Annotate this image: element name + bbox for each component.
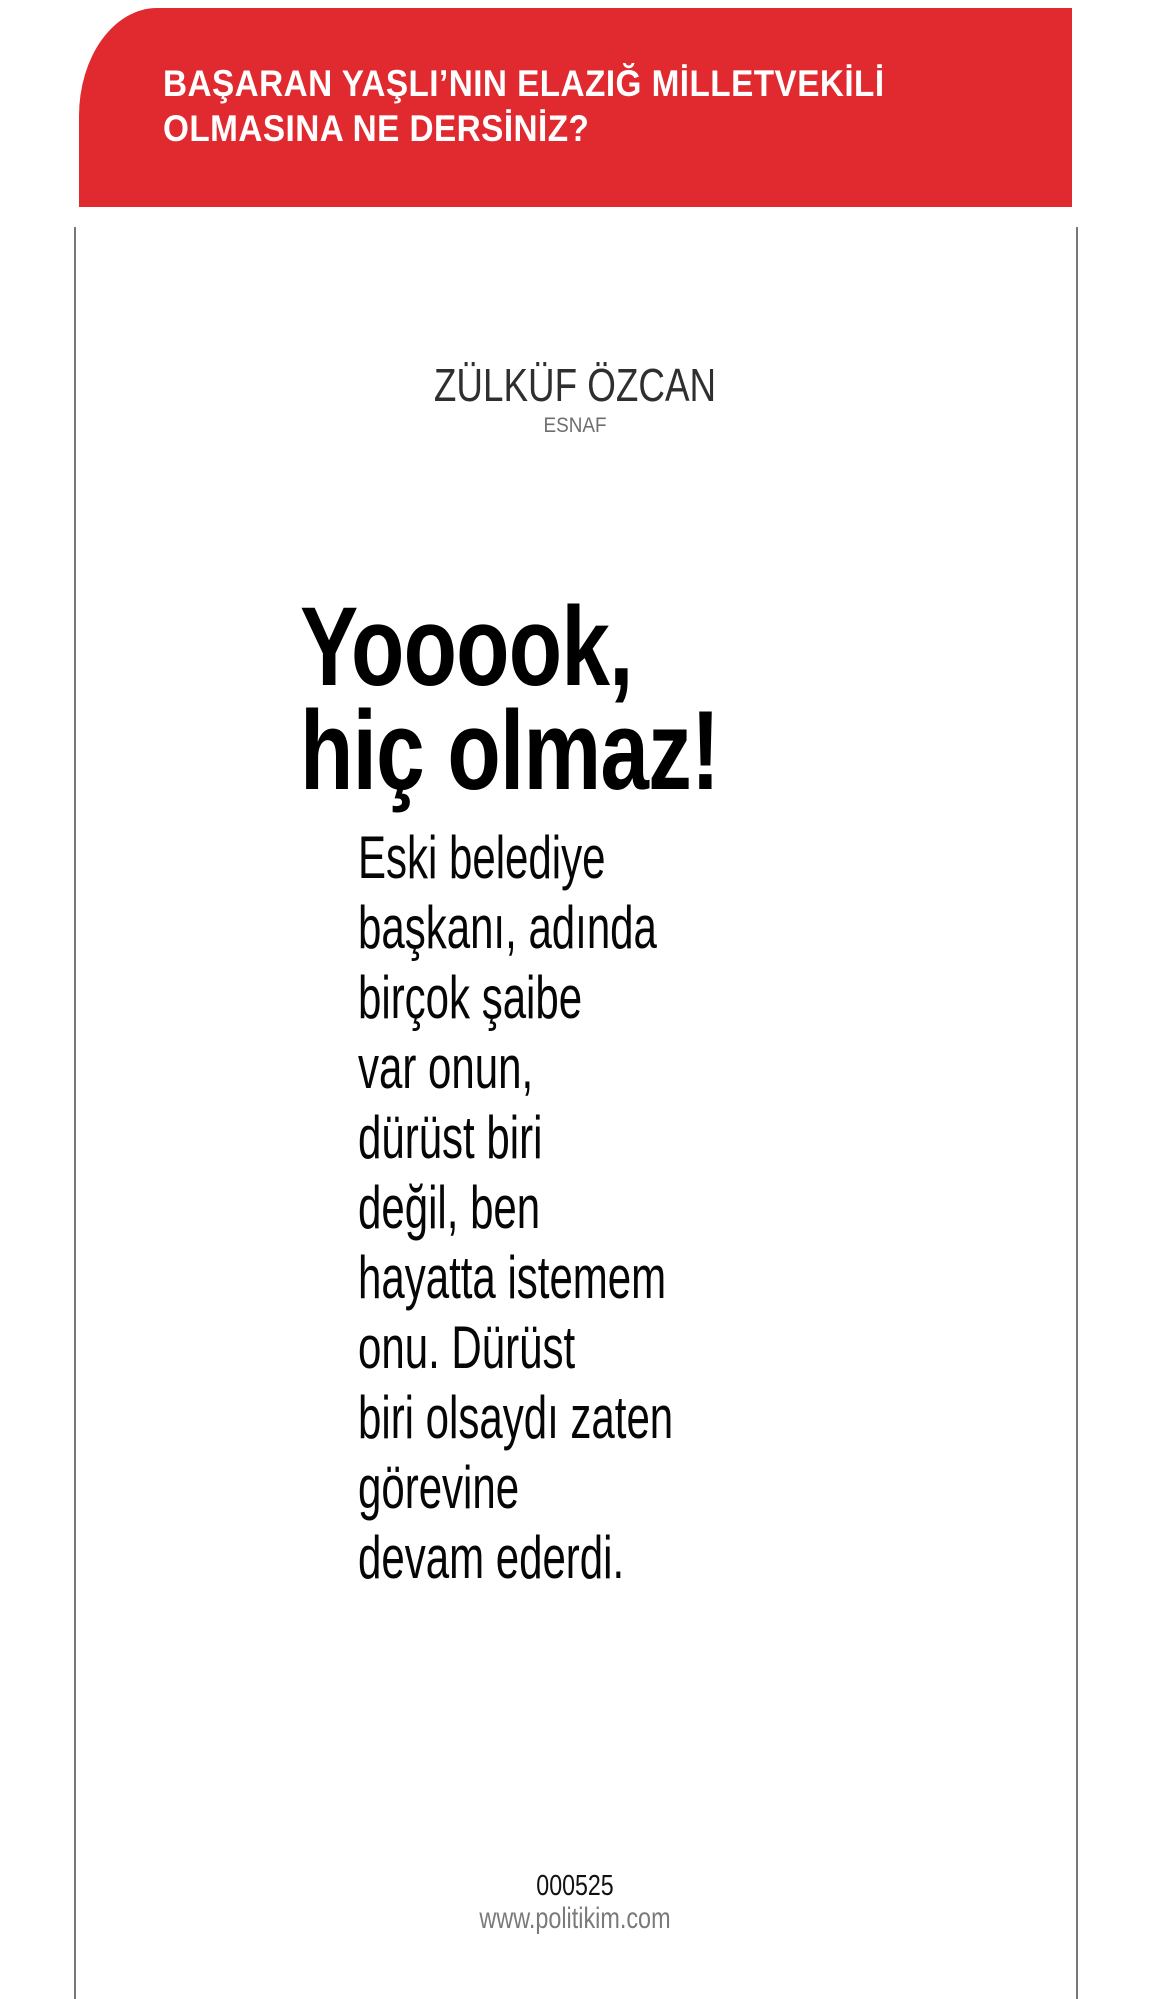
quote-body-line: hayatta istemem bbox=[358, 1244, 667, 1311]
quote-body-line: başkanı, adında bbox=[358, 894, 657, 961]
header-question-line1: BAŞARAN YAŞLI’NIN ELAZIĞ MİLLETVEKİLİ bbox=[163, 63, 885, 104]
quote-body-line: biri olsaydı zaten bbox=[358, 1384, 674, 1451]
quote-body-line: devam ederdi. bbox=[358, 1524, 625, 1591]
quote-body-line: Eski belediye bbox=[358, 824, 606, 891]
quote-body-line: birçok şaibe bbox=[358, 964, 583, 1031]
quote-body-line: onu. Dürüst bbox=[358, 1314, 576, 1381]
quote-body-line: değil, ben bbox=[358, 1174, 541, 1241]
person-title: ESNAF bbox=[543, 414, 607, 437]
footer-code: 000525 bbox=[536, 1870, 614, 1902]
quote-body bbox=[358, 823, 673, 1593]
quote-body-line: görevine bbox=[358, 1454, 520, 1521]
quote-body-line: dürüst biri bbox=[358, 1104, 543, 1171]
quote-headline-line2: hiç olmaz! bbox=[300, 688, 720, 813]
quote-headline-line1: Yooook, bbox=[300, 584, 633, 709]
quote-body-line: var onun, bbox=[358, 1034, 534, 1101]
header-question bbox=[163, 61, 885, 151]
person-name: ZÜLKÜF ÖZCAN bbox=[433, 359, 717, 411]
footer-website: www.politikim.com bbox=[479, 1902, 671, 1935]
header-question-line2: OLMASINA NE DERSİNİZ? bbox=[163, 108, 590, 149]
header-banner bbox=[79, 8, 1072, 207]
quote-headline bbox=[300, 584, 720, 813]
